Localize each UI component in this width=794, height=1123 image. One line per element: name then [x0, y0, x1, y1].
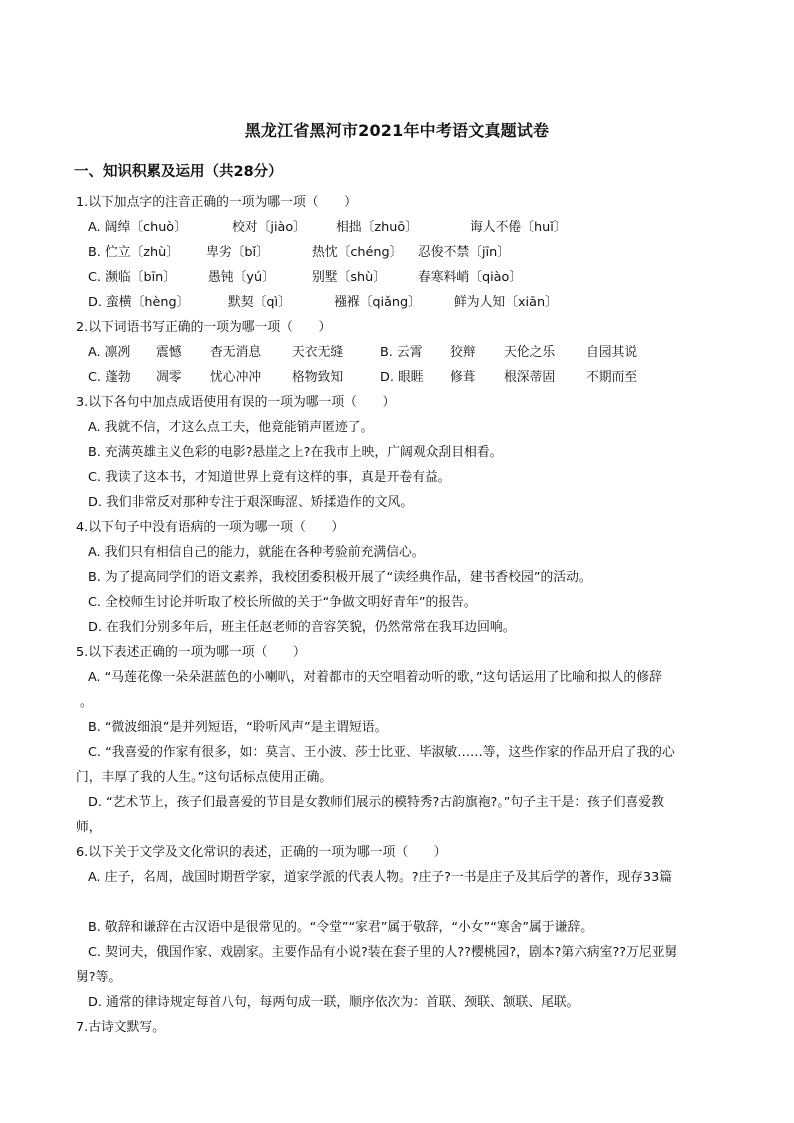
question-2-row-2: C. 蓬勃 凋零 忧心冲冲 格物致知 D. 眼睚 修葺 根深蒂固 不期而至 — [88, 370, 638, 385]
question-5-option-a-cont: 。 — [80, 695, 93, 710]
question-1-option-d: D. 蛮横〔hèng〕 默契〔qì〕 襁褓〔qiǎng〕 鲜为人知〔xiān〕 — [88, 295, 558, 310]
question-7-stem: 7.古诗文默写。 — [76, 1020, 165, 1035]
question-6-option-d: D. 通常的律诗规定每首八句，每两句成一联，顺序依次为：首联、颈联、颔联、尾联。 — [88, 995, 580, 1010]
question-4-option-b: B. 为了提高同学们的语文素养，我校团委积极开展了“读经典作品，建书香校园”的活动。 — [88, 570, 592, 585]
question-1-stem: 1.以下加点字的注音正确的一项为哪一项（ ） — [76, 195, 357, 210]
question-6-option-c: C. 契诃夫，俄国作家、戏剧家。主要作品有小说?装在套子里的人??樱桃园?，剧本?第六病室??万尼亚舅 — [88, 945, 678, 960]
question-4-option-d: D. 在我们分别多年后，班主任赵老师的音容笑貌，仍然常常在我耳边回响。 — [88, 620, 516, 635]
question-2-stem: 2.以下词语书写正确的一项为哪一项（ ） — [76, 320, 332, 335]
question-5-option-a: A. “马莲花像一朵朵湛蓝色的小喇叭，对着都市的天空唱着动听的歌，”这句话运用了比喻和拟人的修辞 — [88, 670, 662, 685]
question-6-stem: 6.以下关于文学及文化常识的表述，正确的一项为哪一项（ ） — [76, 845, 447, 860]
page-title: 黑龙江省黑河市2021年中考语文真题试卷 — [244, 121, 550, 140]
question-5-option-b: B. “微波细浪”是并列短语，“聆听风声”是主谓短语。 — [88, 720, 388, 735]
question-5-option-c-cont: 门，丰厚了我的人生。”这句话标点使用正确。 — [76, 770, 333, 785]
question-3-option-c: C. 我读了这本书，才知道世界上竟有这样的事，真是开卷有益。 — [88, 470, 451, 485]
question-1-option-c: C. 濒临〔bīn〕 愚钝〔yú〕 别墅〔shù〕 春寒料峭〔qiào〕 — [88, 270, 523, 285]
question-6-option-a: A. 庄子，名周，战国时期哲学家，道家学派的代表人物。?庄子?一书是庄子及其后学的著作，现存33篇 — [88, 870, 673, 885]
question-5-option-d-cont: 师， — [76, 820, 102, 835]
question-4-option-c: C. 全校师生讨论并听取了校长所做的关于“争做文明好青年”的报告。 — [88, 595, 477, 610]
question-6-option-b: B. 敬辞和谦辞在古汉语中是很常见的。“令堂”“家君”属于敬辞，“小女”“寒舍”属于谦辞。 — [88, 920, 594, 935]
question-3-stem: 3.以下各句中加点成语使用有误的一项为哪一项（ ） — [76, 395, 396, 410]
question-5-option-d: D. “艺术节上，孩子们最喜爱的节目是女教师们展示的模特秀?古韵旗袍?。”句子主干是：孩子们喜爱教 — [88, 795, 664, 810]
question-5-option-c: C. “我喜爱的作家有很多，如：莫言、王小波、莎士比亚、毕淑敏……等，这些作家的作品开启了我的心 — [88, 745, 675, 760]
question-4-option-a: A. 我们只有相信自己的能力，就能在各种考验前充满信心。 — [88, 545, 425, 560]
question-3-option-b: B. 充满英雄主义色彩的电影?悬崖之上?在我市上映，广阔观众刮目相看。 — [88, 445, 503, 460]
section-heading: 一、知识积累及运用（共28分） — [74, 164, 283, 180]
question-1-option-a: A. 阔绰〔chuò〕 校对〔jiào〕 相拙〔zhuō〕 诲人不倦〔huǐ〕 — [88, 220, 567, 235]
question-3-option-d: D. 我们非常反对那种专注于艰深晦涩、矫揉造作的文风。 — [88, 495, 414, 510]
question-4-stem: 4.以下句子中没有语病的一项为哪一项（ ） — [76, 520, 345, 535]
question-5-stem: 5.以下表述正确的一项为哪一项（ ） — [76, 645, 306, 660]
question-2-row-1: A. 凛冽 震憾 杳无消息 天衣无缝 B. 云霄 狡辩 天伦之乐 自园其说 — [88, 345, 638, 360]
question-1-option-b: B. 伫立〔zhù〕 卑劣〔bǐ〕 热忱〔chéng〕 忍俊不禁〔jīn〕 — [88, 245, 511, 260]
question-3-option-a: A. 我就不信，才这么点工夫，他竟能销声匿迹了。 — [88, 420, 374, 435]
question-6-option-c-cont: 舅?等。 — [76, 970, 122, 985]
